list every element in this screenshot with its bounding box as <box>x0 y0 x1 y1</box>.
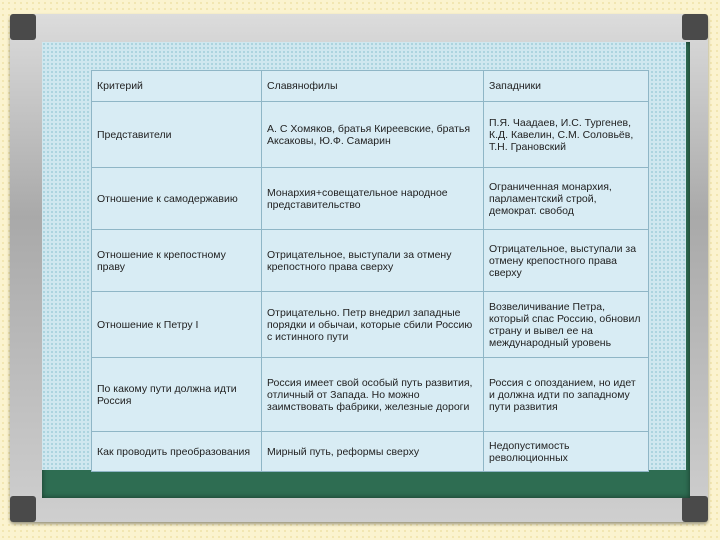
row-criterion: Отношение к самодержавию <box>92 168 262 230</box>
row-criterion: Как проводить преобразования <box>92 432 262 472</box>
row-westerners: П.Я. Чаадаев, И.С. Тургенев, К.Д. Кавелин, С.М. Соловьёв, Т.Н. Грановский <box>484 102 649 168</box>
header-westerners: Западники <box>484 71 649 102</box>
frame-corner-bottom-left <box>10 496 36 522</box>
frame-corner-top-left <box>10 14 36 40</box>
table-row <box>92 168 649 230</box>
comparison-table <box>91 70 649 472</box>
header-criterion: Критерий <box>92 71 262 102</box>
frame-corner-top-right <box>682 14 708 40</box>
row-slavophiles: Монархия+совещательное народное представительство <box>262 168 484 230</box>
table-row <box>92 432 649 472</box>
row-westerners: Ограниченная монархия, парламентский строй, демократ. свобод <box>484 168 649 230</box>
row-criterion: По какому пути должна идти Россия <box>92 358 262 432</box>
row-westerners: Недопустимость революционных <box>484 432 649 472</box>
row-slavophiles: Россия имеет свой особый путь развития, отличный от Запада. Но можно заимствовать фабрики, железные дороги <box>262 358 484 432</box>
frame-corner-bottom-right <box>682 496 708 522</box>
table-row <box>92 102 649 168</box>
table-header-row <box>92 71 649 102</box>
row-slavophiles: Отрицательное, выступали за отмену крепостного права сверху <box>262 230 484 292</box>
table-row <box>92 230 649 292</box>
row-westerners: Отрицательное, выступали за отмену крепостного права сверху <box>484 230 649 292</box>
row-slavophiles: Отрицательно. Петр внедрил западные порядки и обычаи, которые сбили Россию с истинного пути <box>262 292 484 358</box>
row-criterion: Отношение к Петру I <box>92 292 262 358</box>
row-slavophiles: Мирный путь, реформы сверху <box>262 432 484 472</box>
table-row <box>92 358 649 432</box>
row-westerners: Россия с опозданием, но идет и должна идти по западному пути развития <box>484 358 649 432</box>
row-criterion: Представители <box>92 102 262 168</box>
row-westerners: Возвеличивание Петра, который спас Россию, обновил страну и вывел ее на международный уровень <box>484 292 649 358</box>
table-row <box>92 292 649 358</box>
row-slavophiles: А. С Хомяков, братья Киреевские, братья Аксаковы, Ю.Ф. Самарин <box>262 102 484 168</box>
header-slavophiles: Славянофилы <box>262 71 484 102</box>
row-criterion: Отношение к крепостному праву <box>92 230 262 292</box>
